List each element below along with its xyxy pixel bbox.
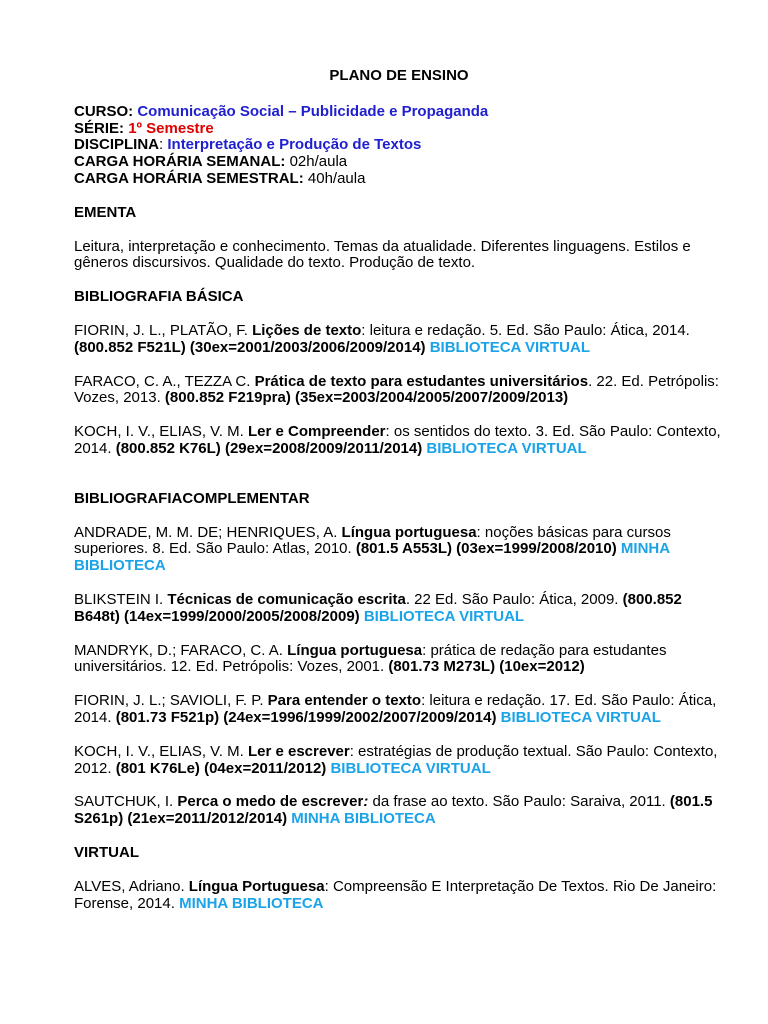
curso-label: CURSO: bbox=[74, 102, 134, 120]
entry-title: Língua portuguesa bbox=[341, 523, 477, 541]
entry-rest: : Compreensão E Interpretação De Textos. Rio De Janeiro: Forense, 2014. bbox=[74, 877, 717, 912]
entry-rest: : os sentidos do texto. 3. Ed. São Paulo: Contexto, 2014. bbox=[74, 423, 721, 457]
entry-rest: da frase ao texto. São Paulo: Saraiva, 2011. bbox=[368, 793, 670, 811]
complementar-list bbox=[74, 525, 724, 828]
meta-disciplina bbox=[74, 137, 724, 154]
entry-authors: ALVES, Adriano. bbox=[74, 877, 189, 895]
entry-title: Língua Portuguesa bbox=[188, 877, 325, 895]
entry-call-number: (800.852 K76L) (29ex=2008/2009/2011/2014) bbox=[115, 439, 423, 457]
meta-carga-semanal bbox=[74, 154, 724, 171]
meta-serie bbox=[74, 121, 724, 138]
entry-call-number: (801.73 M273L) (10ex=2012) bbox=[388, 658, 585, 676]
entry-call-number: (800.852 F219pra) (35ex=2003/2004/2005/2007/2009/2013) bbox=[164, 389, 569, 407]
complementar-entry-6 bbox=[74, 794, 724, 828]
entry-call-number: (801.5 A553L) (03ex=1999/2008/2010) bbox=[355, 540, 617, 558]
basica-heading: BIBLIOGRAFIA BÁSICA bbox=[74, 288, 244, 306]
virtual-list bbox=[74, 879, 724, 913]
entry-title: Prática de texto para estudantes universitários bbox=[254, 372, 589, 390]
complementar-entry-5 bbox=[74, 744, 724, 778]
entry-title: Língua portuguesa bbox=[287, 641, 423, 659]
entry-library-link[interactable]: BIBLIOTECA VIRTUAL bbox=[326, 759, 491, 777]
entry-call-number: (801.5 S261p) (21ex=2011/2012/2014) bbox=[74, 793, 713, 828]
entry-title: Para entender o texto bbox=[267, 692, 422, 710]
carga-semestral-value: 40h/aula bbox=[307, 169, 366, 187]
entry-call-number: (801.73 F521p) (24ex=1996/1999/2002/2007/2009/2014) bbox=[115, 708, 497, 726]
complementar-entry-4 bbox=[74, 693, 724, 727]
document-page bbox=[74, 60, 724, 912]
entry-authors: KOCH, I. V., ELIAS, V. M. bbox=[74, 742, 248, 760]
entry-authors: BLIKSTEIN I. bbox=[74, 590, 168, 608]
entry-authors: SAUTCHUK, I. bbox=[74, 793, 178, 811]
complementar-entry-2 bbox=[74, 592, 724, 626]
course-meta bbox=[74, 104, 724, 188]
entry-authors: ANDRADE, M. M. DE; HENRIQUES, A. bbox=[74, 523, 342, 541]
virtual-heading: VIRTUAL bbox=[74, 843, 139, 861]
serie-value: 1º Semestre bbox=[128, 119, 214, 137]
entry-library-link[interactable]: BIBLIOTECA VIRTUAL bbox=[425, 338, 590, 356]
entry-title-colon: : bbox=[363, 793, 369, 811]
entry-rest: : prática de redação para estudantes universitários. 12. Ed. Petrópolis: Vozes, 2001. bbox=[74, 641, 667, 676]
entry-rest: . 22 Ed. São Paulo: Ática, 2009. bbox=[405, 590, 623, 608]
entry-authors: KOCH, I. V., ELIAS, V. M. bbox=[74, 423, 248, 441]
curso-value: Comunicação Social – Publicidade e Propaganda bbox=[137, 102, 489, 120]
ementa-text: Leitura, interpretação e conhecimento. Temas da atualidade. Diferentes linguagens. Estilos e gêneros discursivos. Qualidade do texto. Produção de texto. bbox=[74, 237, 691, 272]
disciplina-colon: : bbox=[159, 136, 164, 154]
complementar-entry-1 bbox=[74, 525, 724, 575]
entry-authors: MANDRYK, D.; FARACO, C. A. bbox=[74, 641, 288, 659]
entry-title: Perca o medo de escrever bbox=[177, 793, 364, 811]
complementar-heading: BIBLIOGRAFIACOMPLEMENTAR bbox=[74, 489, 310, 507]
entry-call-number: (801 K76Le) (04ex=2011/2012) bbox=[115, 759, 327, 777]
entry-rest: : noções básicas para cursos superiores. 8. Ed. São Paulo: Atlas, 2010. bbox=[74, 523, 671, 558]
entry-call-number: (800.852 F521L) (30ex=2001/2003/2006/2009/2014) bbox=[74, 338, 426, 356]
meta-curso bbox=[74, 104, 724, 121]
entry-authors: FIORIN, J. L., PLATÃO, F. bbox=[74, 321, 253, 339]
entry-rest: . 22. Ed. Petrópolis: Vozes, 2013. bbox=[74, 372, 719, 407]
entry-authors: FIORIN, J. L.; SAVIOLI, F. P. bbox=[74, 692, 268, 710]
basica-list bbox=[74, 323, 724, 458]
entry-library-link[interactable]: MINHA BIBLIOTECA bbox=[179, 894, 324, 912]
entry-library-link[interactable]: BIBLIOTECA VIRTUAL bbox=[359, 607, 525, 625]
entry-authors: FARACO, C. A., TEZZA C. bbox=[74, 372, 255, 390]
disciplina-label: DISCIPLINA bbox=[74, 136, 160, 154]
carga-semanal-value: 02h/aula bbox=[289, 153, 348, 171]
entry-title: Ler e Compreender bbox=[247, 423, 386, 441]
entry-title: Técnicas de comunicação escrita bbox=[167, 590, 406, 608]
basica-entry-1 bbox=[74, 323, 724, 357]
entry-library-link[interactable]: BIBLIOTECA VIRTUAL bbox=[422, 439, 587, 457]
basica-entry-2 bbox=[74, 374, 724, 408]
serie-label: SÉRIE: bbox=[74, 119, 125, 137]
entry-rest: : leitura e redação. 5. Ed. São Paulo: Ática, 2014. bbox=[361, 321, 690, 339]
entry-library-link[interactable]: BIBLIOTECA VIRTUAL bbox=[496, 708, 661, 726]
entry-rest: : estratégias de produção textual. São Paulo: Contexto, 2012. bbox=[74, 742, 718, 777]
disciplina-value: Interpretação e Produção de Textos bbox=[167, 136, 422, 154]
carga-semestral-label: CARGA HORÁRIA SEMESTRAL: bbox=[74, 169, 304, 187]
entry-title: Ler e escrever bbox=[247, 742, 350, 760]
entry-call-number: (800.852 B648t) (14ex=1999/2000/2005/2008/2009) bbox=[74, 590, 682, 625]
meta-carga-semestral bbox=[74, 171, 724, 188]
basica-entry-3 bbox=[74, 424, 724, 458]
document-title: PLANO DE ENSINO bbox=[329, 67, 469, 84]
entry-rest: : leitura e redação. 17. Ed. São Paulo: Ática, 2014. bbox=[74, 692, 717, 726]
carga-semanal-label: CARGA HORÁRIA SEMANAL: bbox=[74, 153, 286, 171]
entry-title: Lições de texto bbox=[252, 321, 362, 339]
ementa-heading: EMENTA bbox=[74, 203, 137, 221]
virtual-entry-1 bbox=[74, 879, 724, 913]
complementar-entry-3 bbox=[74, 643, 724, 677]
entry-library-link[interactable]: MINHA BIBLIOTECA bbox=[74, 540, 670, 575]
entry-library-link[interactable]: MINHA BIBLIOTECA bbox=[287, 810, 436, 828]
